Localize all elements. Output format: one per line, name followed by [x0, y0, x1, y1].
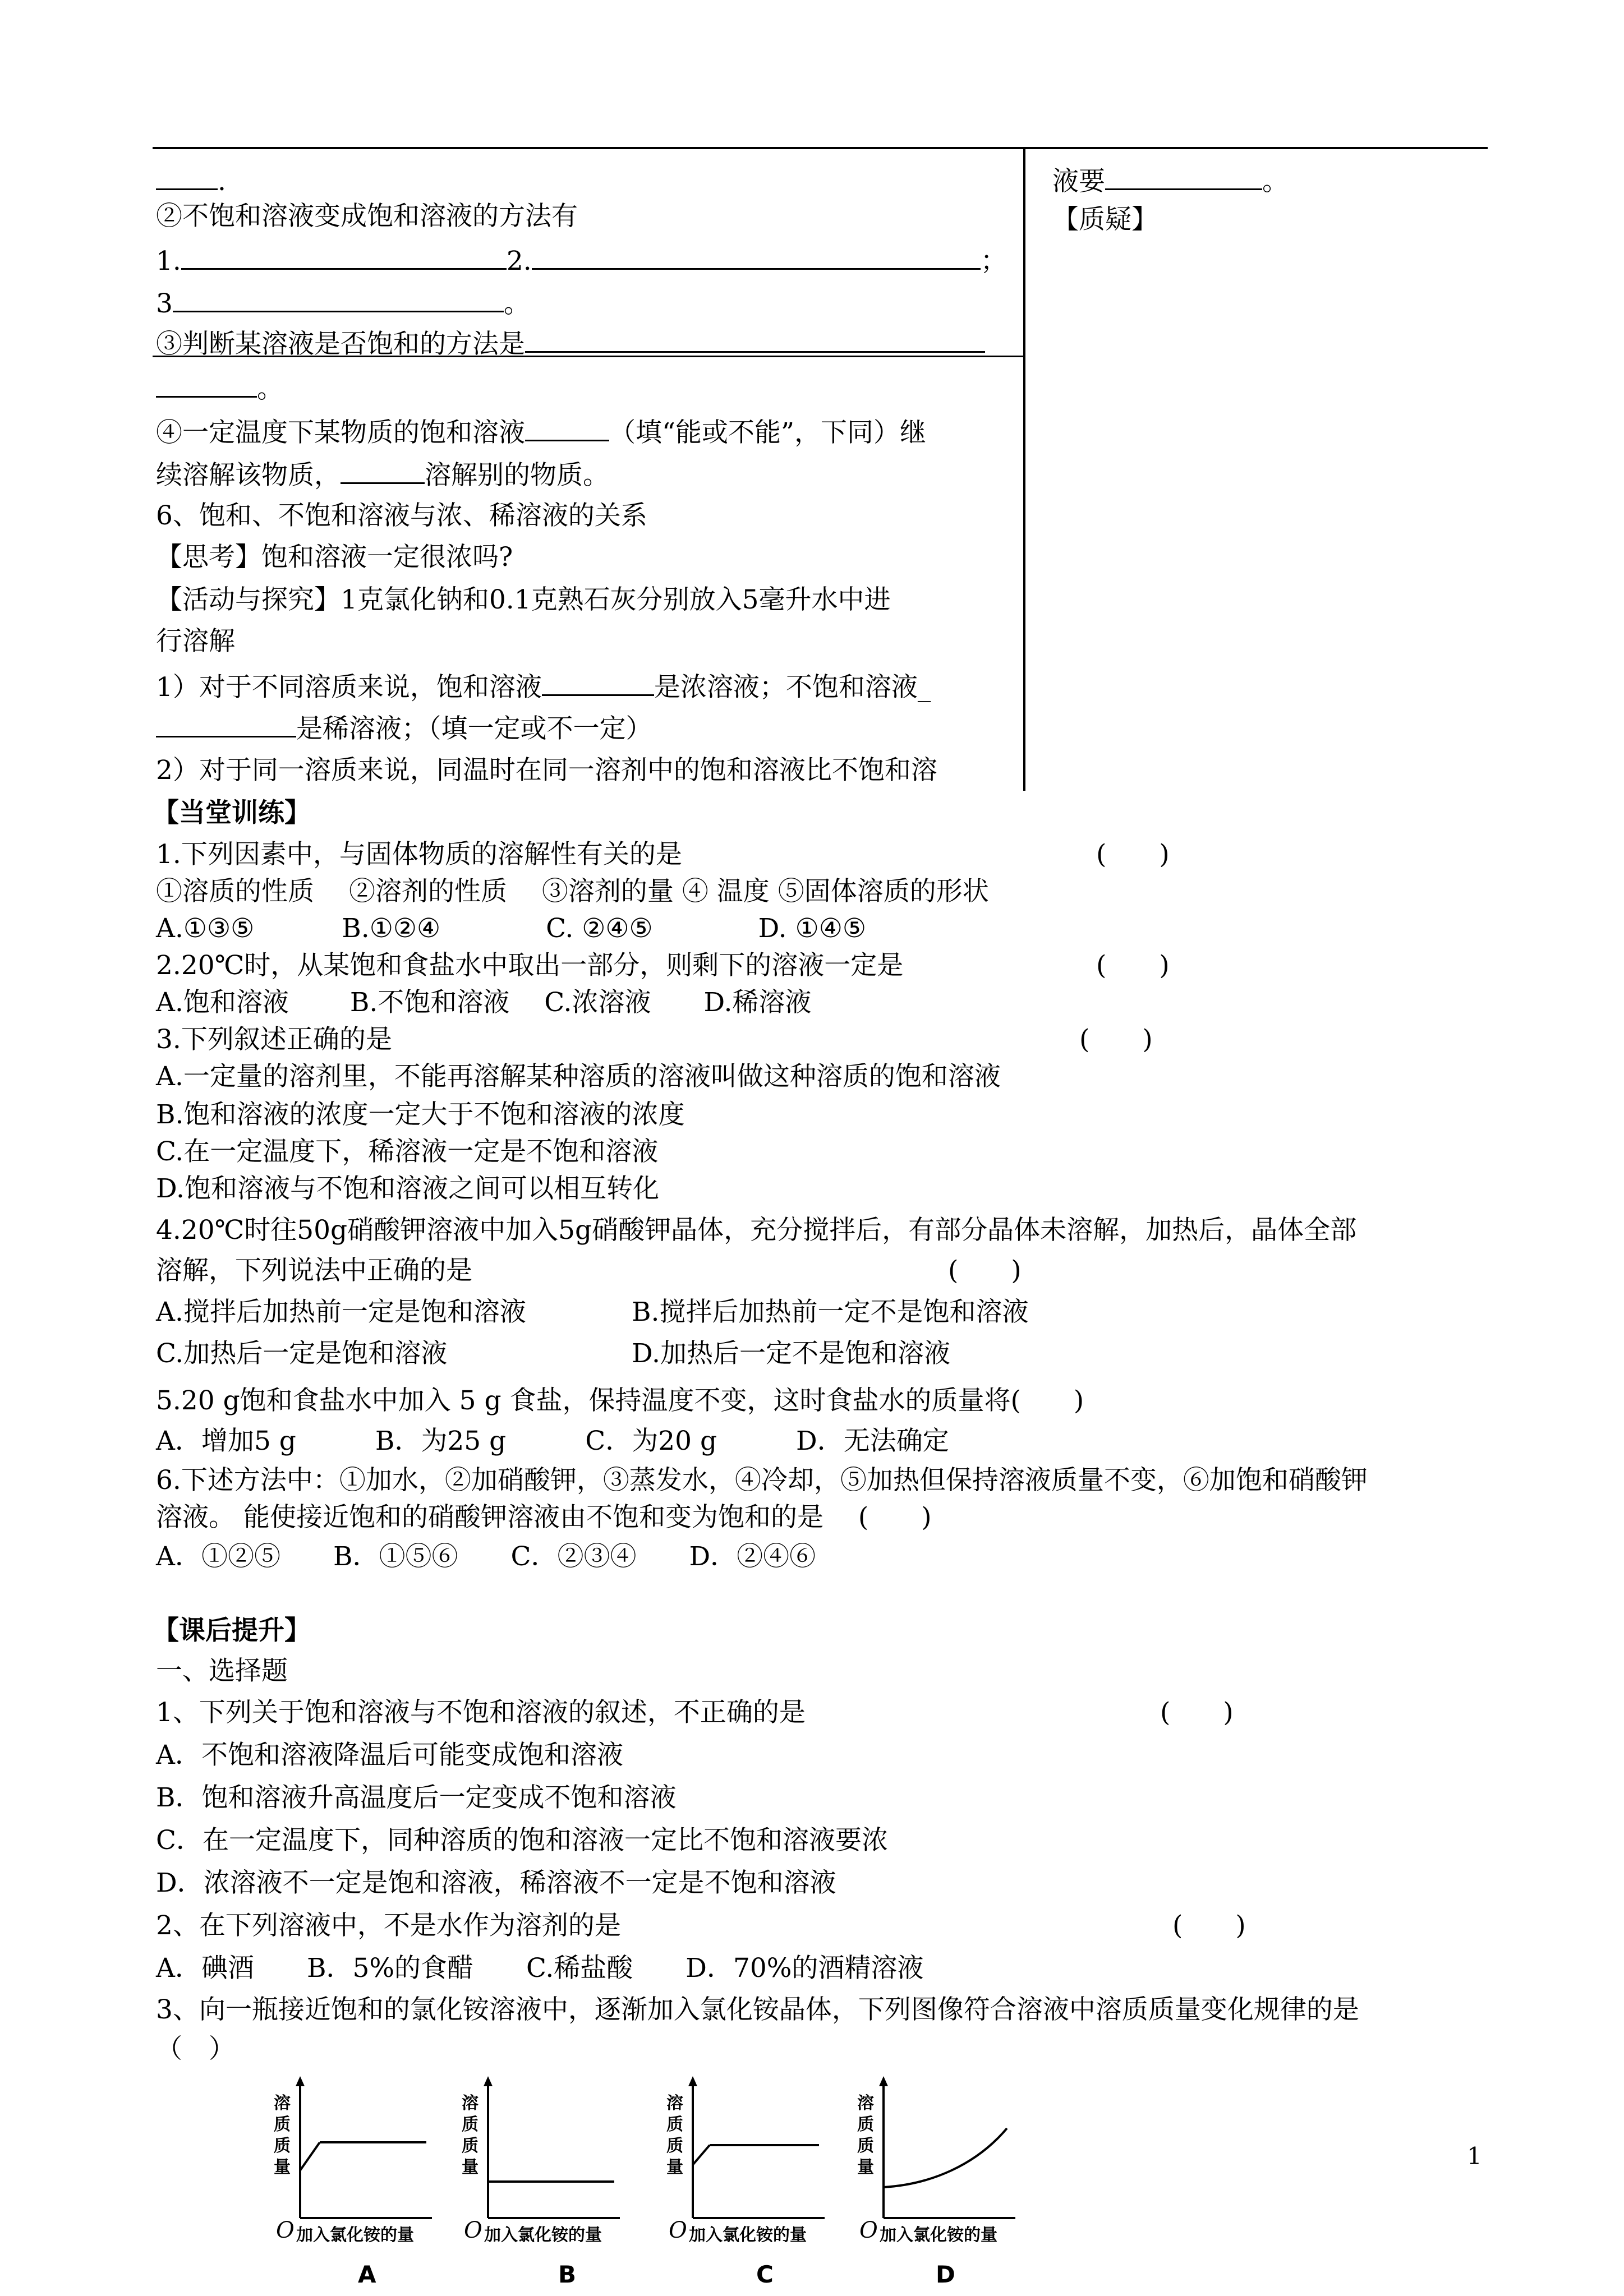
section-6: 6、饱和、不饱和溶液与浓、稀溶液的关系	[156, 500, 647, 531]
training-q2-paren: ( )	[1096, 950, 1170, 981]
graph-a	[264, 2075, 454, 2294]
method-3-blank[interactable]	[173, 285, 504, 312]
q2-line: 2）对于同一溶质来说，同温时在同一溶剂中的饱和溶液比不饱和溶	[156, 755, 937, 786]
training-q4-choice-d: D.加热后一定不是饱和溶液	[632, 1338, 950, 1369]
dissolve-blank-2[interactable]	[341, 457, 425, 484]
after-q3-line-1: 3、向一瓶接近饱和的氯化铵溶液中，逐渐加入氯化铵晶体，下列图像符合溶液中溶质质量变化规律的是	[156, 1994, 1359, 2025]
training-q3-c: C.在一定温度下，稀溶液一定是不饱和溶液	[156, 1136, 659, 1167]
training-q4-choice-a: A.搅拌后加热前一定是饱和溶液	[156, 1297, 526, 1327]
after-q1-paren: ( )	[1160, 1697, 1234, 1728]
graph-d-ylabel-4: 量	[857, 2157, 874, 2177]
think-line: 【思考】饱和溶液一定很浓吗?	[156, 542, 513, 573]
graph-a-letter: A	[358, 2261, 376, 2288]
graph-d-curve	[884, 2128, 1007, 2187]
training-q4-line-1: 4.20℃时往50g硝酸钾溶液中加入5g硝酸钾晶体，充分搅拌后，有部分晶体未溶解，加热后，晶体全部	[156, 1215, 1357, 1246]
training-q5-choices: A．增加5 g B．为25 g C．为20 g D．无法确定	[156, 1426, 949, 1456]
line-blank-end: .	[156, 163, 226, 196]
right-cont: 液要 。	[1052, 163, 1289, 196]
q1-blank-1[interactable]	[542, 668, 654, 696]
method-2-blank[interactable]	[532, 242, 981, 270]
graph-c-ylabel-4: 量	[666, 2157, 683, 2177]
q1-line-1: 1）对于不同溶质来说，饱和溶液 是浓溶液；不饱和溶液_	[156, 668, 931, 702]
q1-blank-2[interactable]	[156, 710, 296, 737]
graph-a-ylabel-4: 量	[274, 2157, 291, 2177]
graph-c-origin: O	[669, 2217, 687, 2243]
after-q1-c: C．在一定温度下，同种溶质的饱和溶液一定比不饱和溶液要浓	[156, 1825, 888, 1856]
training-q4-choice-b: B.搅拌后加热前一定不是饱和溶液	[632, 1297, 1029, 1327]
after-section: 一、选择题	[156, 1656, 288, 1686]
page-number: 1	[1467, 2142, 1482, 2170]
graph-d	[847, 2075, 1038, 2294]
judge-blank[interactable]	[525, 325, 985, 353]
graph-d-ylabel-1: 溶	[857, 2094, 874, 2113]
graph-b-origin: O	[464, 2217, 482, 2243]
training-q4-line-2: 溶解，下列说法中正确的是	[156, 1255, 472, 1286]
graph-a-curve-rise	[300, 2142, 320, 2170]
training-q4-paren: ( )	[948, 1255, 1022, 1286]
graph-c-ylabel-2: 质	[666, 2115, 683, 2134]
dissolve-blank-1[interactable]	[525, 414, 609, 441]
training-q5: 5.20 g饱和食盐水中加入 5 g 食盐，保持温度不变，这时食盐水的质量将( )	[156, 1385, 1084, 1416]
graph-d-ylabel-3: 质	[857, 2136, 874, 2156]
graph-d-ylabel-2: 质	[857, 2115, 874, 2134]
judge-line: ③判断某溶液是否饱和的方法是	[156, 325, 985, 359]
dissolve-line-1: ④一定温度下某物质的饱和溶液 （填“能或不能”，下同）继	[156, 414, 926, 448]
graph-b-ylabel-1: 溶	[462, 2094, 479, 2113]
training-q2-choices: A.饱和溶液 B.不饱和溶液 C.浓溶液 D.稀溶液	[156, 987, 812, 1018]
after-heading: 【课后提升】	[153, 1615, 311, 1646]
graph-a-ylabel-3: 质	[274, 2136, 291, 2156]
graph-c-ylabel-1: 溶	[666, 2094, 683, 2113]
training-q3-paren: ( )	[1079, 1024, 1153, 1055]
method-line-3: 3 。	[156, 285, 530, 319]
graph-a-y-arrow	[296, 2076, 305, 2086]
training-q2: 2.20℃时，从某饱和食盐水中取出一部分，则剩下的溶液一定是	[156, 950, 904, 981]
column-divider	[1023, 147, 1025, 791]
training-q3-a: A.一定量的溶剂里，不能再溶解某种溶质的溶液叫做这种溶质的饱和溶液	[156, 1061, 1001, 1092]
graph-c-xlabel: 加入氯化铵的量	[689, 2225, 807, 2245]
after-q1: 1、下列关于饱和溶液与不饱和溶液的叙述，不正确的是	[156, 1697, 806, 1728]
judge-cont: 。	[156, 370, 283, 404]
graph-d-xlabel: 加入氯化铵的量	[880, 2225, 997, 2245]
training-q3: 3.下列叙述正确的是	[156, 1024, 392, 1055]
training-heading: 【当堂训练】	[153, 797, 311, 828]
top-rule	[153, 147, 1488, 149]
after-q1-b: B．饱和溶液升高温度后一定变成不饱和溶液	[156, 1782, 677, 1813]
graph-d-origin: O	[859, 2217, 878, 2243]
method-heading: ②不饱和溶液变成饱和溶液的方法有	[156, 201, 578, 232]
q1-line-2: 是稀溶液；（填一定或不一定）	[156, 710, 652, 744]
graph-c-curve-rise	[693, 2145, 710, 2165]
method-line-1-2: 1. 2. ；	[156, 242, 1007, 276]
activity-line-2: 行溶解	[156, 626, 235, 657]
after-q2-paren: ( )	[1172, 1910, 1246, 1941]
question-heading: 【质疑】	[1052, 204, 1158, 235]
method-1-blank[interactable]	[181, 242, 507, 270]
graph-c-letter: C	[756, 2261, 774, 2288]
training-q1-paren: ( )	[1096, 839, 1170, 870]
dissolve-line-2: 续溶解该物质， 溶解别的物质。	[156, 457, 609, 490]
graph-c-y-arrow	[688, 2076, 697, 2086]
training-q3-b: B.饱和溶液的浓度一定大于不饱和溶液的浓度	[156, 1099, 685, 1130]
graph-c-ylabel-3: 质	[666, 2136, 683, 2156]
graph-b-ylabel-4: 量	[462, 2157, 479, 2177]
graph-b-ylabel-2: 质	[462, 2115, 479, 2134]
training-q1-options: ①溶质的性质 ②溶剂的性质 ③溶剂的量 ④ 温度 ⑤固体溶质的形状	[156, 876, 989, 907]
graph-d-letter: D	[936, 2261, 955, 2288]
training-q3-d: D.饱和溶液与不饱和溶液之间可以相互转化	[156, 1173, 659, 1204]
graph-a-origin: O	[276, 2217, 295, 2243]
graph-c	[656, 2075, 847, 2294]
training-q6-line-1: 6.下述方法中：①加水，②加硝酸钾，③蒸发水，④冷却，⑤加热但保持溶液质量不变，⑥加饱和硝酸钾	[156, 1465, 1368, 1496]
training-q1-choices: A.①③⑤ B.①②④ C. ②④⑤ D. ①④⑤	[156, 913, 866, 944]
graph-b-ylabel-3: 质	[462, 2136, 479, 2156]
after-q1-d: D．浓溶液不一定是饱和溶液，稀溶液不一定是不饱和溶液	[156, 1868, 836, 1898]
right-blank[interactable]	[1105, 163, 1262, 190]
after-q2: 2、在下列溶液中，不是水作为溶剂的是	[156, 1910, 621, 1941]
training-q1: 1.下列因素中，与固体物质的溶解性有关的是	[156, 839, 682, 870]
after-q1-a: A．不饱和溶液降温后可能变成饱和溶液	[156, 1740, 623, 1771]
training-q6-line-2: 溶液。 能使接近饱和的硝酸钾溶液由不饱和变为饱和的是 ( )	[156, 1502, 932, 1533]
after-q2-choices: A．碘酒 B．5%的食醋 C.稀盐酸 D．70%的酒精溶液	[156, 1953, 924, 1984]
graph-b-letter: B	[558, 2261, 577, 2288]
graph-a-xlabel: 加入氯化铵的量	[296, 2225, 414, 2245]
graph-d-y-arrow	[879, 2076, 888, 2086]
graph-a-ylabel-1: 溶	[274, 2094, 291, 2113]
activity-line-1: 【活动与探究】1克氯化钠和0.1克熟石灰分别放入5毫升水中进	[156, 584, 891, 615]
graph-b-y-arrow	[484, 2076, 493, 2086]
training-q4-choice-c: C.加热后一定是饱和溶液	[156, 1338, 448, 1369]
graph-b-xlabel: 加入氯化铵的量	[484, 2225, 602, 2245]
after-q3-line-2: （ ）	[156, 2034, 235, 2064]
training-q6-choices: A．①②⑤ B．①⑤⑥ C．②③④ D．②④⑥	[156, 1541, 816, 1572]
graph-a-ylabel-2: 质	[274, 2115, 291, 2134]
graph-b	[452, 2075, 642, 2294]
